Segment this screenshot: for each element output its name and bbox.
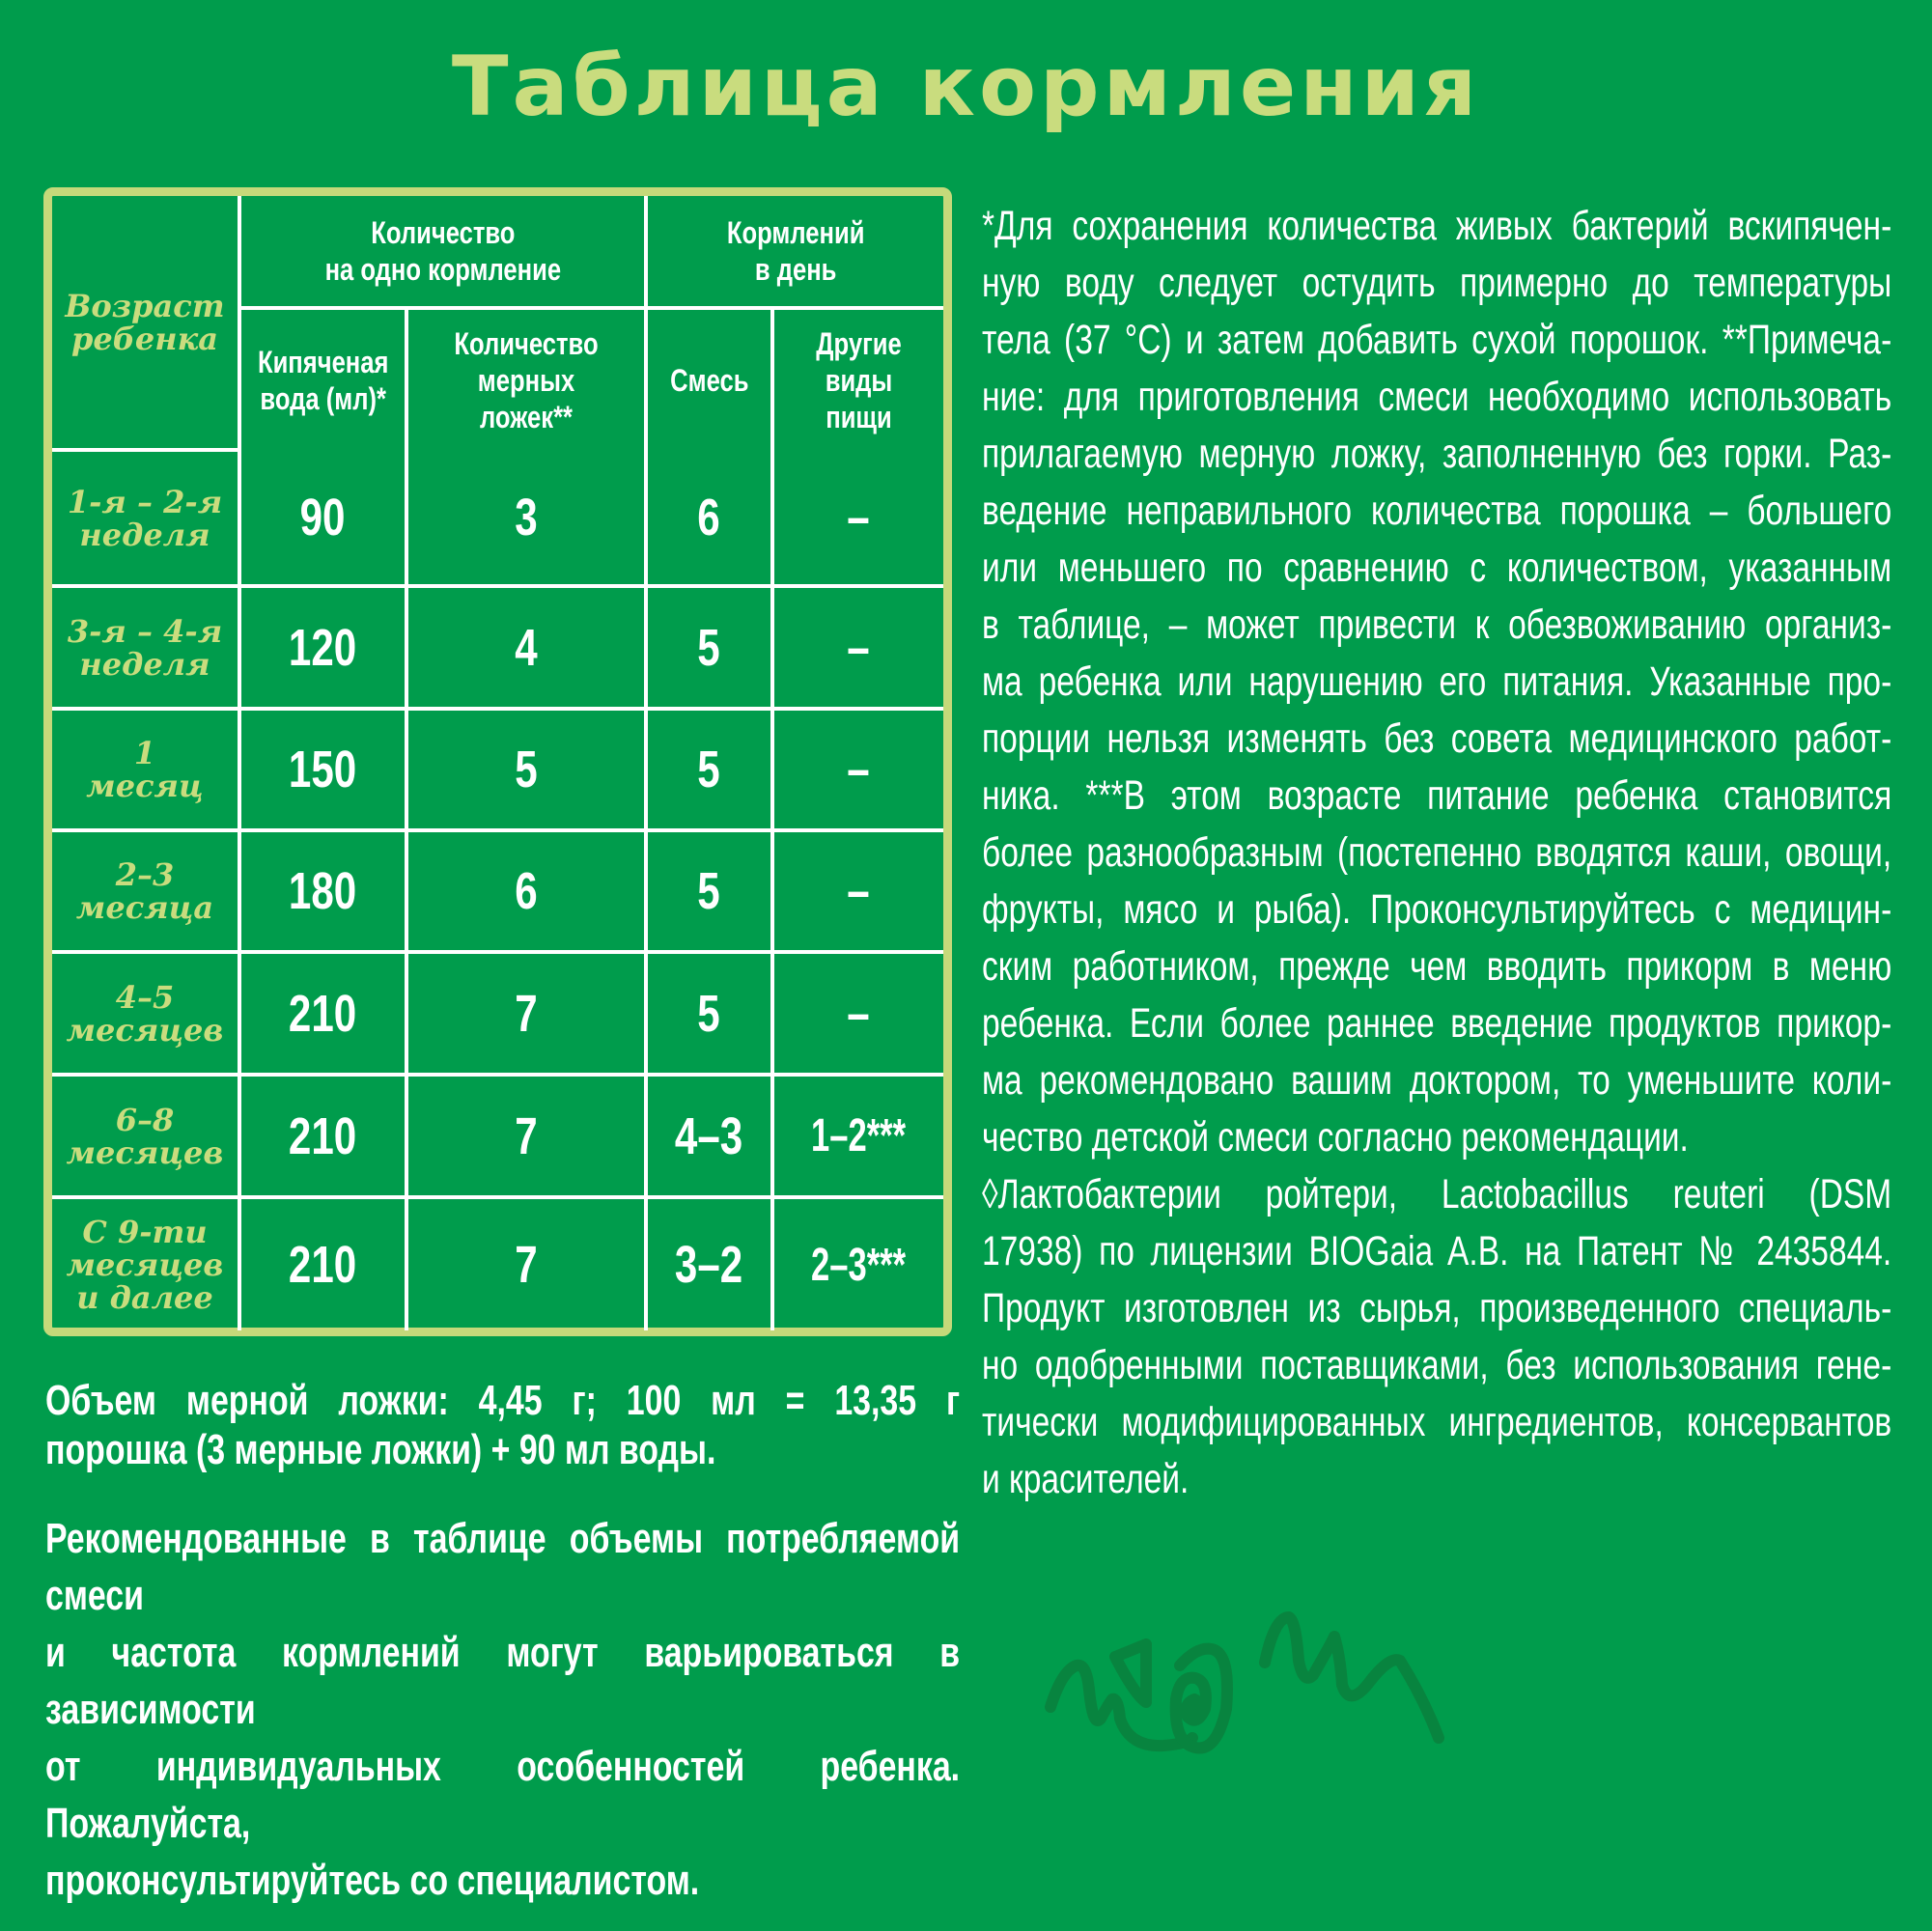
cell-mix — [646, 1075, 772, 1197]
spoons-value: 4 — [515, 618, 538, 677]
footnote-line: ма ребенка или нарушению его питания. Указанные про- — [982, 658, 1892, 705]
table-row — [52, 1197, 943, 1330]
water-value: 180 — [289, 862, 357, 920]
cell-other — [772, 1075, 943, 1197]
header-water — [239, 308, 406, 450]
footnote-line: чество детской смеси согласно рекомендации. — [982, 1114, 1689, 1161]
water-value: 210 — [289, 1236, 357, 1294]
cell-age — [52, 1197, 239, 1330]
mix-value: 5 — [697, 618, 721, 677]
age-value: 2–3 месяца — [75, 856, 214, 926]
table-row — [52, 586, 943, 709]
cell-age — [52, 450, 239, 586]
footnote-line: ским работником, прежде чем вводить прикорм в меню — [982, 943, 1892, 990]
footnote-line: фрукты, мясо и рыба). Проконсультируйтесь с медицин- — [982, 886, 1892, 933]
cell-mix — [646, 709, 772, 830]
water-value: 120 — [289, 618, 357, 677]
table-row — [52, 709, 943, 830]
other-value: – — [847, 741, 871, 798]
water-value: 210 — [289, 984, 357, 1043]
cell-spoons — [406, 952, 646, 1075]
recommendation-line: от индивидуальных особенностей ребенка. Пожалуйста, — [45, 1743, 961, 1847]
footnote-line: в таблице, – может привести к обезвоживанию организ- — [982, 602, 1892, 648]
age-value: 6–8 месяцев — [66, 1101, 224, 1171]
recommendation-line: Рекомендованные в таблице объемы потребляемой смеси — [45, 1515, 961, 1619]
footnote-line: ведение неправильного количества порошка – большего — [982, 488, 1892, 534]
table-row — [52, 830, 943, 952]
cell-age — [52, 1075, 239, 1197]
other-value: 1–2*** — [811, 1110, 907, 1161]
doodle-triangle-icon — [1115, 1644, 1146, 1702]
header-other — [772, 308, 943, 450]
other-value: 2–3*** — [811, 1239, 907, 1291]
footnote-line: ребенка. Если более раннее введение продуктов прикор- — [982, 1000, 1892, 1047]
footnote-line: ника. ***В этом возрасте питание ребенка становится — [982, 772, 1892, 819]
footnote-line: тела (37 °C) и затем добавить сухой порошок. **Примеча- — [982, 317, 1892, 363]
age-value: С 9-ти месяцев и далее — [66, 1214, 224, 1316]
cell-other — [772, 952, 943, 1075]
spoon-info-line: Объем мерной ложки: 4,45 г; 100 мл = 13,35 г — [45, 1377, 961, 1424]
header-age — [52, 196, 239, 450]
header-mix — [646, 308, 772, 450]
age-value: 4–5 месяцев — [66, 978, 224, 1049]
cell-mix — [646, 830, 772, 952]
footnote-line: и красителей. — [982, 1456, 1190, 1502]
footnote-line: Продукт изготовлен из сырья, произведенного специаль- — [982, 1285, 1892, 1331]
spoon-info — [45, 1376, 960, 1474]
mix-value: 5 — [697, 984, 721, 1043]
header-feedings-group — [646, 196, 943, 308]
header-spoons — [406, 308, 646, 450]
footnote-line: ную воду следует остудить примерно до температуры — [982, 260, 1892, 306]
footnote-line: прилагаемую мерную ложку, заполненную без горки. Раз- — [982, 431, 1892, 477]
cell-spoons — [406, 1197, 646, 1330]
age-value: 1-я – 2-я неделя — [67, 483, 223, 553]
footnote-line: тически модифицированных ингредиентов, консервантов — [982, 1399, 1892, 1445]
water-value: 210 — [289, 1106, 357, 1165]
spoons-value: 7 — [515, 1236, 538, 1294]
cell-water — [239, 450, 406, 586]
header-spoons-label: Количество мерных ложек** — [454, 325, 599, 434]
water-value: 90 — [300, 488, 346, 546]
mix-value: 3–2 — [675, 1236, 743, 1294]
mix-value: 4–3 — [675, 1106, 743, 1165]
header-age-label: Возраст ребенка — [65, 287, 225, 357]
footnote-line: *Для сохранения количества живых бактерий вскипячен- — [982, 203, 1892, 249]
cell-other — [772, 709, 943, 830]
cell-spoons — [406, 586, 646, 709]
other-value: – — [847, 618, 871, 677]
recommendation — [45, 1510, 960, 1909]
table-row — [52, 1075, 943, 1197]
footnote-line: порции нельзя изменять без совета медицинского работ- — [982, 715, 1892, 762]
other-value: – — [847, 984, 871, 1043]
page-title: Таблица кормления — [451, 39, 1481, 135]
table-row — [52, 952, 943, 1075]
footnote-line: ◊Лактобактерии ройтери, Lactobacillus reuteri (DSM — [982, 1171, 1892, 1217]
spoons-value: 6 — [515, 862, 538, 920]
other-value: – — [847, 862, 871, 920]
doodle-spiral-icon — [1176, 1649, 1227, 1749]
cell-age — [52, 709, 239, 830]
cell-mix — [646, 450, 772, 586]
mix-value: 5 — [697, 741, 721, 798]
spoons-value: 5 — [515, 741, 538, 798]
cell-other — [772, 450, 943, 586]
water-value: 150 — [289, 741, 357, 798]
footnote-line: но одобренными поставщиками, без использования гене- — [982, 1342, 1892, 1388]
feeding-table — [43, 187, 952, 1336]
cell-water — [239, 1197, 406, 1330]
spoons-value: 7 — [515, 1106, 538, 1165]
cell-water — [239, 830, 406, 952]
spoons-value: 7 — [515, 984, 538, 1043]
cell-other — [772, 1197, 943, 1330]
doodle-decoration — [1043, 1603, 1448, 1796]
other-value: – — [847, 488, 871, 546]
cell-water — [239, 952, 406, 1075]
spoons-value: 3 — [515, 488, 538, 546]
cell-spoons — [406, 450, 646, 586]
cell-spoons — [406, 1075, 646, 1197]
header-other-label: Другие виды пищи — [816, 325, 902, 434]
doodle-zigzag-icon — [1265, 1617, 1439, 1738]
cell-spoons — [406, 709, 646, 830]
recommendation-line: проконсультируйтесь со специалистом. — [45, 1857, 700, 1904]
cell-mix — [646, 586, 772, 709]
header-feedings-label: Кормлений в день — [726, 215, 865, 287]
footnotes — [982, 198, 1891, 1508]
cell-mix — [646, 952, 772, 1075]
mix-value: 5 — [697, 862, 721, 920]
header-amount-group — [239, 196, 646, 308]
footnote-line: или меньшего по сравнению с количеством, указанным — [982, 545, 1892, 591]
table-row — [52, 450, 943, 586]
age-value: 3-я – 4-я неделя — [67, 612, 223, 683]
header-amount-label: Количество на одно кормление — [324, 215, 561, 287]
footnote-line: более разнообразным (постепенно вводятся каши, овощи, — [982, 829, 1892, 876]
cell-water — [239, 1075, 406, 1197]
age-value: 1 месяц — [86, 735, 204, 804]
cell-spoons — [406, 830, 646, 952]
cell-water — [239, 709, 406, 830]
header-mix-label: Смесь — [669, 362, 749, 398]
header-water-label: Кипяченая вода (мл)* — [257, 344, 389, 416]
cell-water — [239, 586, 406, 709]
cell-age — [52, 830, 239, 952]
footnote-line: ние: для приготовления смеси необходимо использовать — [982, 374, 1892, 420]
cell-age — [52, 952, 239, 1075]
cell-other — [772, 586, 943, 709]
mix-value: 6 — [697, 488, 721, 546]
footnote-line: 17938) по лицензии BIOGaia A.B. на Патент № 2435844. — [982, 1228, 1892, 1274]
recommendation-line: и частота кормлений могут варьироваться в зависимости — [45, 1629, 961, 1733]
cell-age — [52, 586, 239, 709]
cell-other — [772, 830, 943, 952]
spoon-info-line: порошка (3 мерные ложки) + 90 мл воды. — [45, 1426, 716, 1473]
cell-mix — [646, 1197, 772, 1330]
footnote-line: ма рекомендовано вашим доктором, то уменьшите коли- — [982, 1057, 1892, 1104]
